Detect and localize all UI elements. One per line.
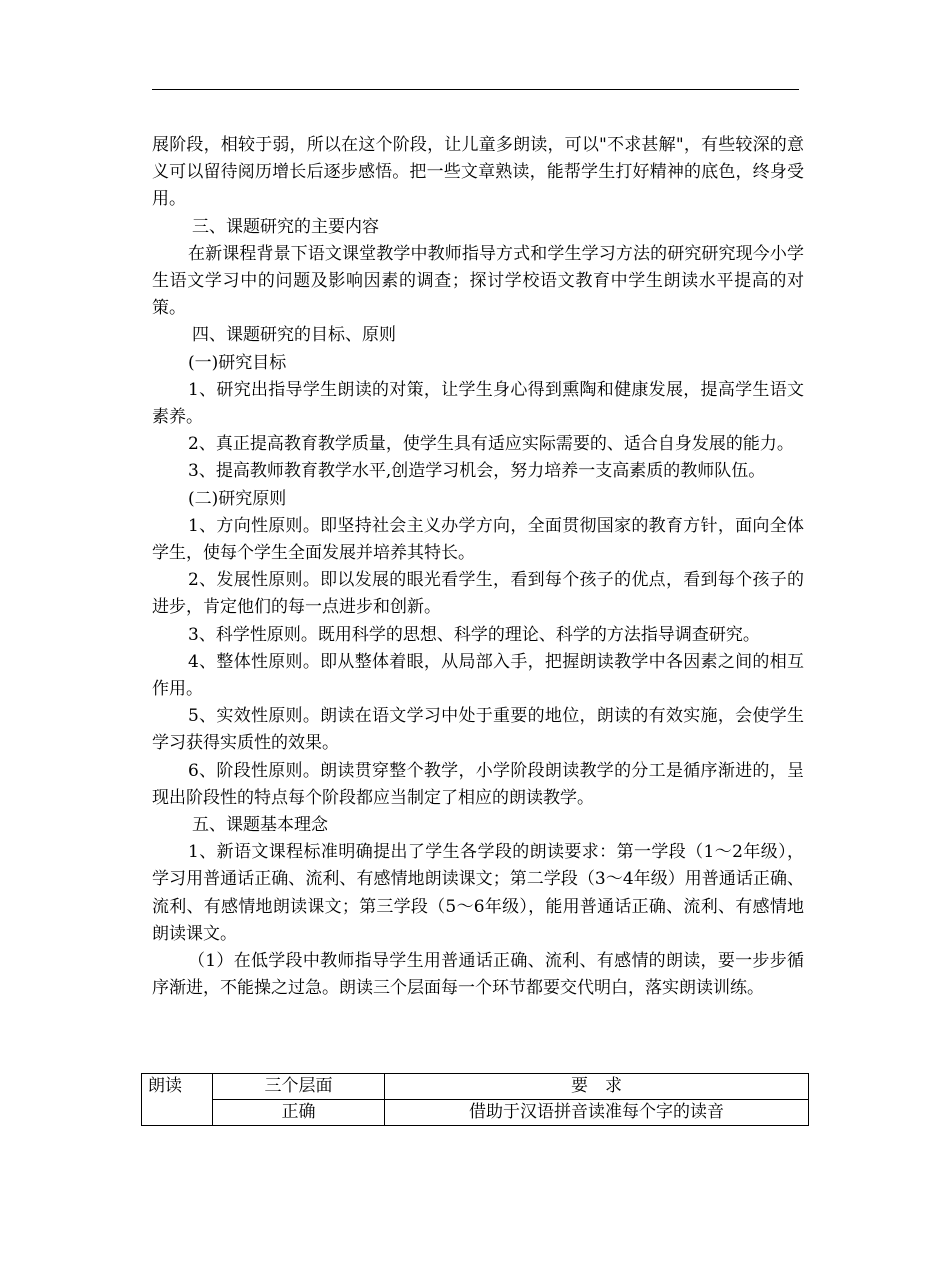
table-row xyxy=(142,1100,809,1126)
subsection-heading: (一)研究目标 xyxy=(188,352,287,373)
list-item: 3、科学性原则。既用科学的思想、科学的理论、科学的方法指导调查研究。 xyxy=(188,624,760,645)
list-item: 4、整体性原则。即从整体着眼，从局部入手，把握朗读教学中各因素之间的相互作用。 xyxy=(152,651,804,700)
list-item: 3、提高教师教育教学水平,创造学习机会，努力培养一支高素质的教师队伍。 xyxy=(188,461,766,482)
section-heading: 三、课题研究的主要内容 xyxy=(192,216,379,237)
table-cell-level: 正确 xyxy=(213,1100,385,1126)
list-item: 5、实效性原则。朗读在语文学习中处于重要的地位，朗读的有效实施，会使学生学习获得实质性的效果。 xyxy=(152,706,804,754)
list-item: 6、阶段性原则。朗读贯穿整个教学，小学阶段朗读教学的分工是循序渐进的，呈现出阶段性的特点每个阶段都应当制定了相应的朗读教学。 xyxy=(152,760,804,808)
section-heading: 五、课题基本理念 xyxy=(192,815,328,836)
paragraph: 展阶段，相较于弱，所以在这个阶段，让儿童多朗读，可以"不求甚解"，有些较深的意义可以留待阅历增长后逐步感悟。把一些文章熟读，能帮学生打好精神的底色，终身受用。 xyxy=(152,135,804,210)
list-item: 2、真正提高教育教学质量，使学生具有适应实际需要的、适合自身发展的能力。 xyxy=(188,434,794,455)
table-header-requirement: 要 求 xyxy=(385,1074,809,1100)
table-cell-requirement: 借助于汉语拼音读准每个字的读音 xyxy=(385,1100,809,1126)
subsection-heading: (二)研究原则 xyxy=(188,488,287,509)
paragraph: 在新课程背景下语文课堂教学中教师指导方式和学生学习方法的研究研究现今小学生语文学习中的问题及影响因素的调查；探讨学校语文教育中学生朗读水平提高的对策。 xyxy=(152,243,804,319)
paragraph: （1）在低学段中教师指导学生用普通话正确、流利、有感情的朗读，要一步步循序渐进，不能操之过急。朗读三个层面每一个环节都要交代明白，落实朗读训练。 xyxy=(152,951,804,999)
list-item: 1、方向性原则。即坚持社会主义办学方向，全面贯彻国家的教育方针，面向全体学生，使每个学生全面发展并培养其特长。 xyxy=(152,515,804,564)
document-body xyxy=(152,132,804,1003)
table-header-row xyxy=(142,1074,809,1100)
table-header-level: 三个层面 xyxy=(213,1074,385,1100)
list-item: 1、研究出指导学生朗读的对策，让学生身心得到熏陶和健康发展，提高学生语文素养。 xyxy=(152,379,804,428)
table-row-header: 朗读 xyxy=(142,1074,213,1126)
list-item: 2、发展性原则。即以发展的眼光看学生，看到每个孩子的优点，看到每个孩子的进步，肯定他们的每一点进步和创新。 xyxy=(152,570,804,618)
paragraph: 1、新语文课程标准明确提出了学生各学段的朗读要求：第一学段（1～2年级），学习用普通话正确、流利、有感情地朗读课文；第二学段（3～4年级）用普通话正确、流利、有感情地朗读课文；第三学段（5～6年级），能用普通话正确、流利、有感情地朗读课文。 xyxy=(152,842,804,944)
reading-requirements-table xyxy=(141,1073,809,1126)
header-rule xyxy=(152,89,799,90)
section-heading: 四、课题研究的目标、原则 xyxy=(192,325,396,346)
